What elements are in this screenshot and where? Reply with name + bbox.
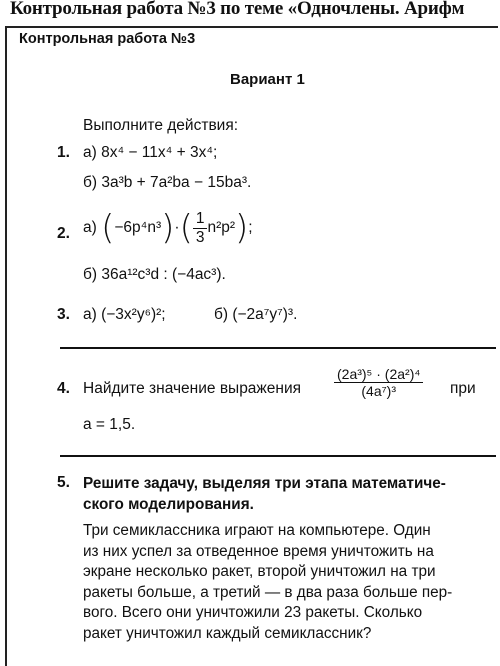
task-4-suffix: при (450, 380, 476, 397)
task-2a-right-term: n²p² (207, 219, 236, 236)
task-2-number: 2. (57, 225, 70, 242)
task-4-expression (334, 366, 423, 399)
task-1b: б) 3a³b + 7a²ba − 15ba³. (83, 174, 252, 191)
task-3a: а) (−3x²y⁶)²; (83, 306, 166, 323)
task-2a-prefix: а) (83, 219, 97, 236)
task-5-line: ского моделирования. (83, 495, 254, 513)
left-paren-1: ( (101, 208, 115, 248)
task-5-line: вого. Всего они уничтожили 23 ракеты. Сколько (83, 604, 423, 621)
task-4-text: Найдите значение выражения (83, 380, 302, 397)
task-5-line: Три семиклассника играют на компьютере. Один (83, 522, 431, 539)
right-paren-1: ) (161, 208, 175, 248)
fraction-denominator: 3 (195, 228, 205, 246)
task-2a (83, 207, 253, 249)
task-5-body (83, 474, 493, 644)
task-5-line: экране несколько ракет, второй уничтожил на три (83, 563, 436, 580)
task-1a: а) 8x⁴ − 11x⁴ + 3x⁴; (83, 144, 218, 161)
task-3-number: 3. (57, 306, 70, 323)
variant-heading: Вариант 1 (230, 71, 305, 88)
task-4-line2: a = 1,5. (83, 416, 136, 433)
task-5-line: ракет уничтожил каждый семиклассник? (83, 624, 372, 642)
fraction-numerator: 1 (193, 210, 208, 229)
separator-line-2 (60, 455, 496, 457)
task-5-line: ракеты больше, а третий — в два раза больше пер- (83, 583, 453, 601)
separator-line-1 (60, 347, 496, 349)
task-2a-end: ; (248, 219, 253, 236)
page-header-title: Контрольная работа №3 по теме «Одночлены. Арифм (10, 0, 465, 19)
task-4-number: 4. (57, 380, 70, 397)
right-paren-2: ) (235, 208, 249, 248)
task-4-numerator: (2a³)⁵ · (2a²)⁴ (334, 366, 423, 383)
task-5-line: из них успел за отведенное время уничтожить на (83, 542, 434, 560)
left-paren-2: ( (179, 208, 193, 248)
task-5-number: 5. (57, 474, 70, 491)
task-1-number: 1. (57, 144, 70, 161)
task-4-fraction (334, 366, 423, 399)
instructions-text: Выполните действия: (83, 117, 239, 134)
task-3b: б) (−2a⁷y⁷)³. (214, 306, 298, 323)
task-5-line: Решите задачу, выделяя три этапа математиче- (83, 475, 446, 492)
task-4-denominator: (4a⁷)³ (361, 383, 396, 399)
task-2a-fraction (193, 210, 208, 247)
task-2a-left-term: −6p⁴n³ (114, 219, 162, 236)
task-2b: б) 36a¹²c³d : (−4ac³). (83, 266, 226, 283)
document-title: Контрольная работа №3 (19, 31, 196, 47)
task-2a-dot: · (174, 219, 180, 236)
